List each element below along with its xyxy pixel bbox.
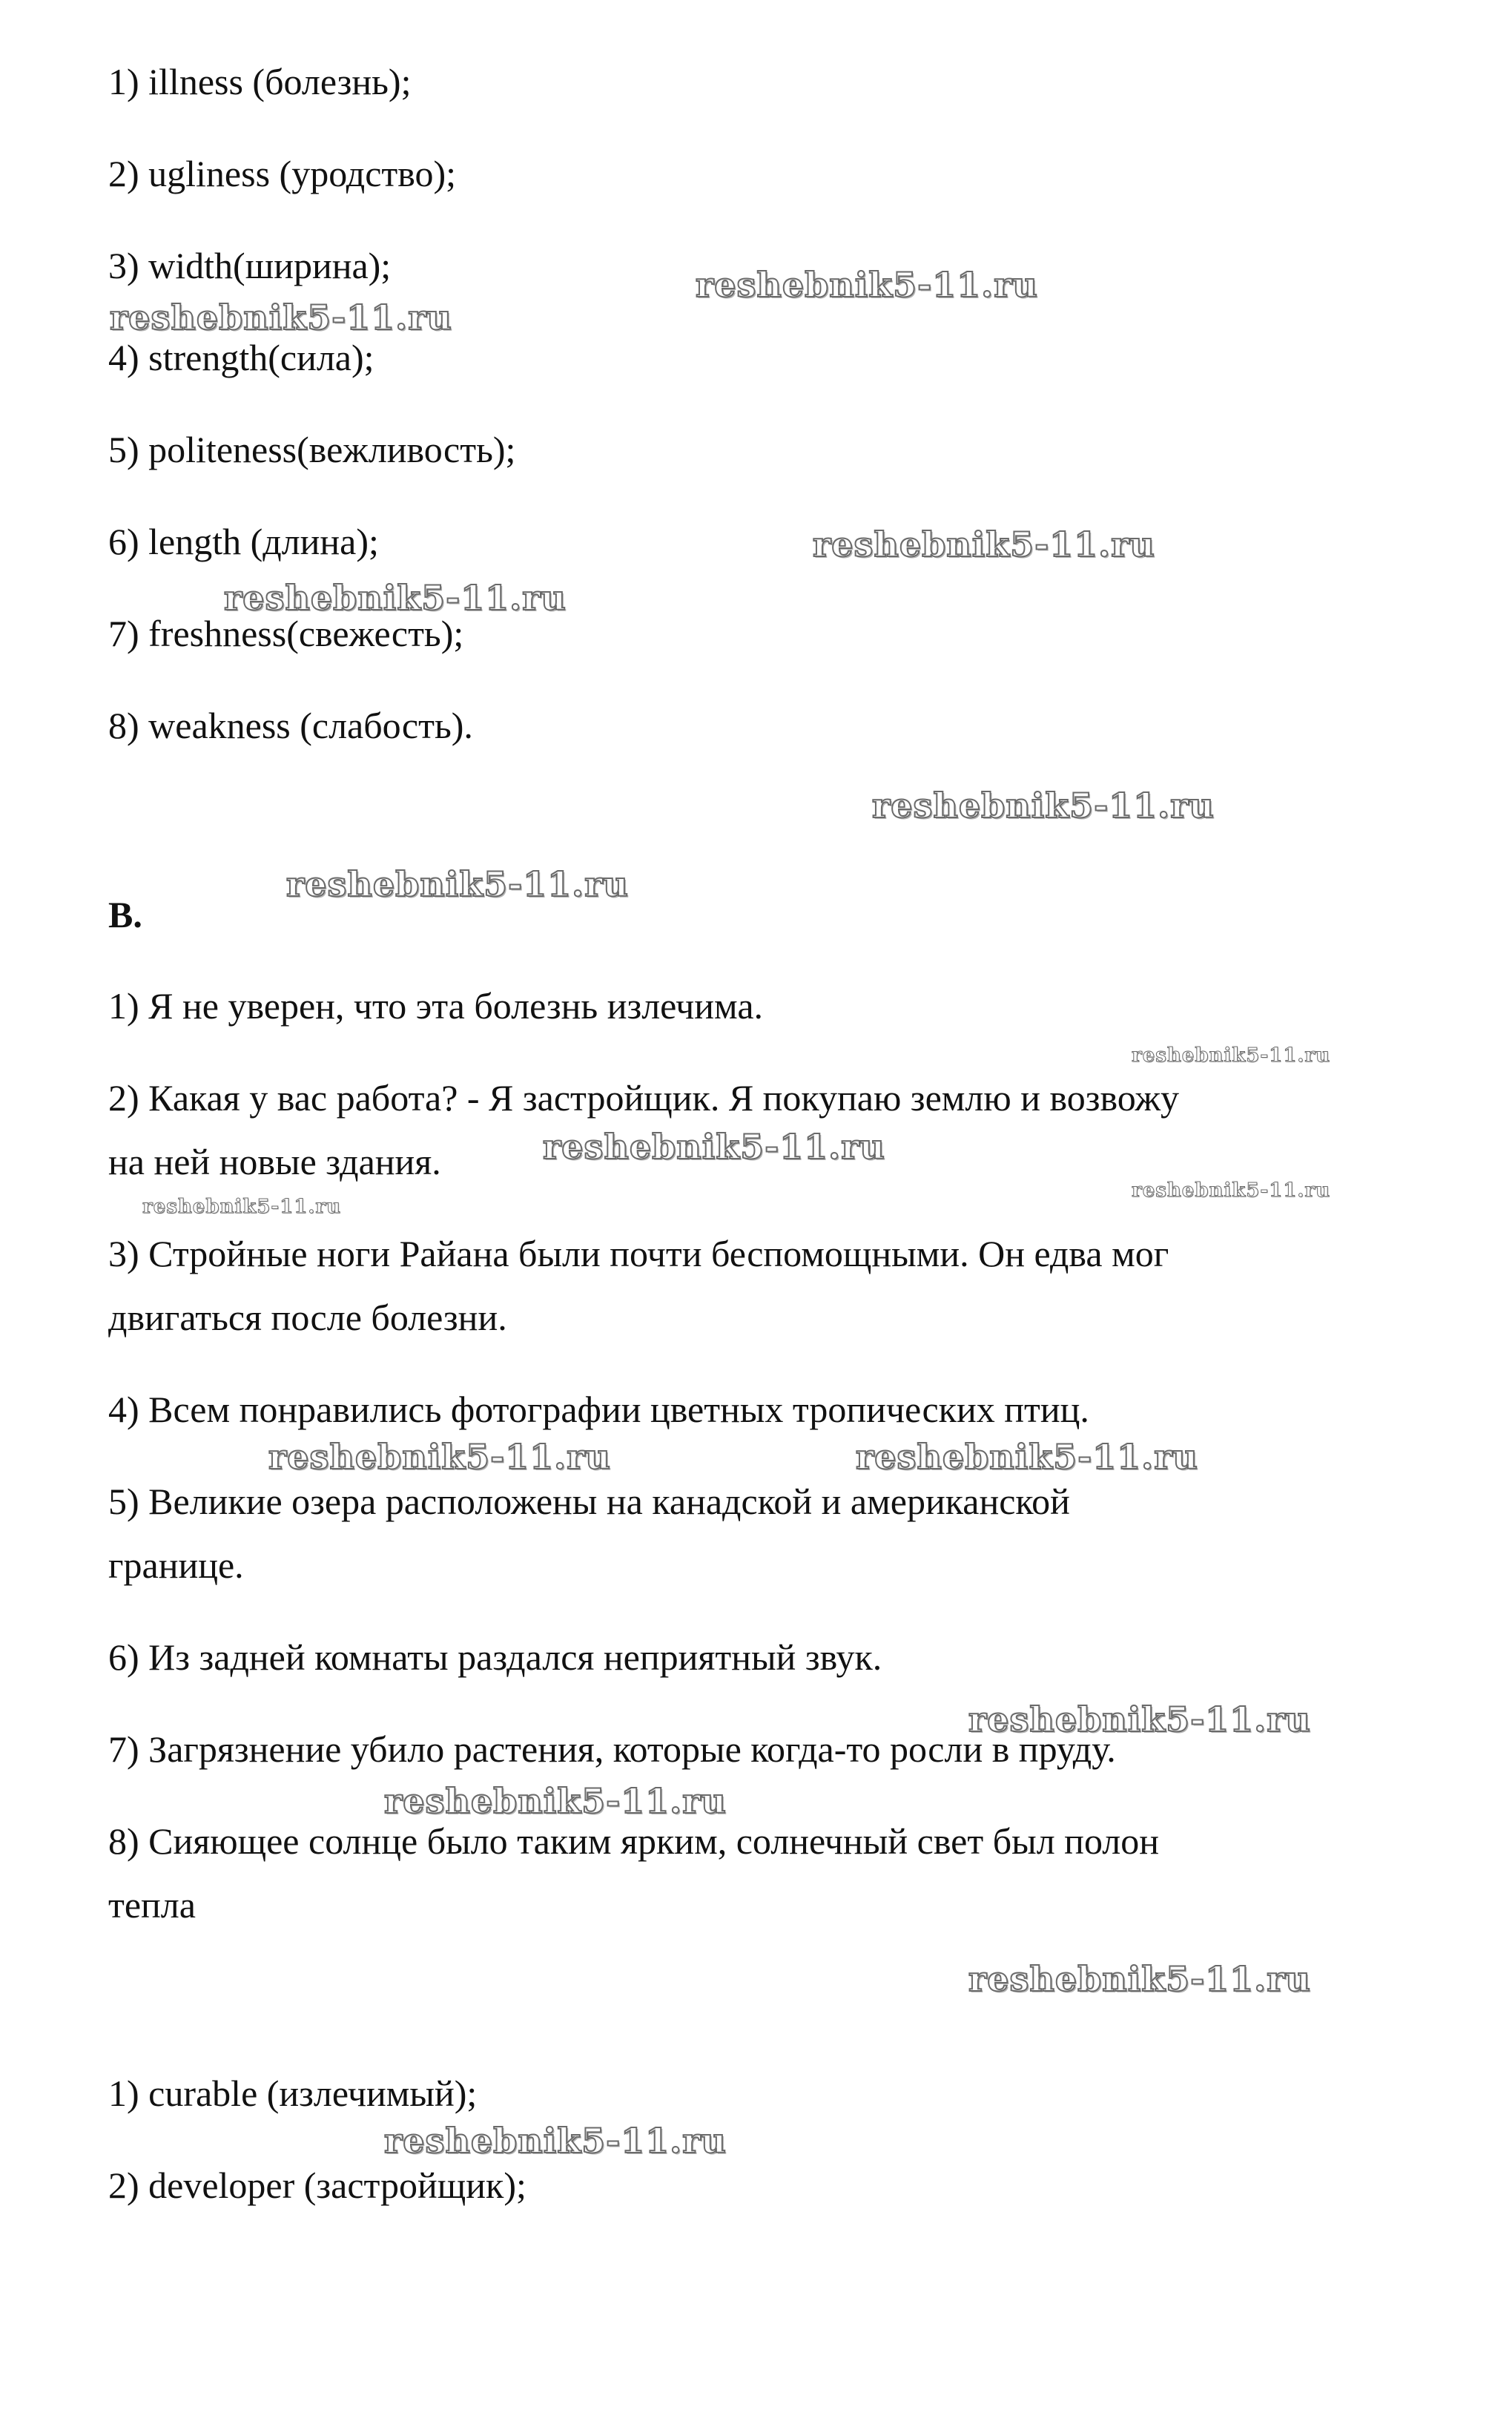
watermark: reshebnik5-11.ru bbox=[110, 297, 452, 338]
watermark: reshebnik5-11.ru bbox=[543, 1127, 885, 1167]
watermark: reshebnik5-11.ru bbox=[968, 1959, 1311, 1999]
watermark: reshebnik5-11.ru bbox=[856, 1437, 1198, 1477]
part-b-line-8-cont: тепла bbox=[108, 1884, 196, 1926]
part-a-item-8: 8) weakness (слабость). bbox=[108, 705, 473, 746]
watermark: reshebnik5-11.ru bbox=[968, 1699, 1311, 1739]
watermark: reshebnik5-11.ru bbox=[268, 1437, 611, 1477]
part-b-heading: B. bbox=[108, 894, 142, 935]
watermark: reshebnik5-11.ru bbox=[384, 2121, 727, 2161]
part-b-line-7: 7) Загрязнение убило растения, которые когда-то росли в пруду. bbox=[108, 1728, 1116, 1770]
watermark: reshebnik5-11.ru bbox=[813, 524, 1155, 564]
part-a-item-7: 7) freshness(свежесть); bbox=[108, 613, 464, 654]
part-a-item-4: 4) strength(сила); bbox=[108, 337, 374, 378]
part-c-item-1: 1) curable (излечимый); bbox=[108, 2072, 478, 2114]
part-a-item-5: 5) politeness(вежливость); bbox=[108, 429, 516, 470]
part-a-item-6: 6) length (длина); bbox=[108, 521, 379, 562]
part-b-line-1: 1) Я не уверен, что эта болезнь излечима. bbox=[108, 985, 764, 1027]
part-b-line-5: 5) Великие озера расположены на канадской и американской bbox=[108, 1481, 1070, 1522]
part-b-line-2-cont: на ней новые здания. bbox=[108, 1141, 441, 1182]
watermark: reshebnik5-11.ru bbox=[696, 265, 1038, 305]
watermark: reshebnik5-11.ru bbox=[1132, 1044, 1331, 1067]
part-b-line-3-cont: двигаться после болезни. bbox=[108, 1297, 507, 1338]
watermark: reshebnik5-11.ru bbox=[286, 864, 629, 904]
part-b-line-6: 6) Из задней комнаты раздался неприятный звук. bbox=[108, 1636, 882, 1678]
part-b-line-2: 2) Какая у вас работа? - Я застройщик. Я покупаю землю и возвожу bbox=[108, 1077, 1180, 1119]
part-a-item-1: 1) illness (болезнь); bbox=[108, 61, 412, 102]
part-b-line-4: 4) Всем понравились фотографии цветных тропических птиц. bbox=[108, 1389, 1089, 1430]
part-c-item-2: 2) developer (застройщик); bbox=[108, 2164, 526, 2206]
watermark: reshebnik5-11.ru bbox=[224, 578, 567, 618]
watermark: reshebnik5-11.ru bbox=[872, 786, 1215, 826]
part-b-line-5-cont: границе. bbox=[108, 1544, 244, 1586]
part-a-item-2: 2) ugliness (уродство); bbox=[108, 153, 457, 194]
watermark: reshebnik5-11.ru bbox=[384, 1781, 727, 1821]
watermark: reshebnik5-11.ru bbox=[142, 1196, 342, 1218]
part-a-item-3: 3) width(ширина); bbox=[108, 245, 392, 286]
part-b-line-3: 3) Стройные ноги Райана были почти беспомощными. Он едва мог bbox=[108, 1233, 1169, 1274]
part-b-line-8: 8) Сияющее солнце было таким ярким, солнечный свет был полон bbox=[108, 1820, 1159, 1862]
watermark: reshebnik5-11.ru bbox=[1132, 1179, 1331, 1202]
